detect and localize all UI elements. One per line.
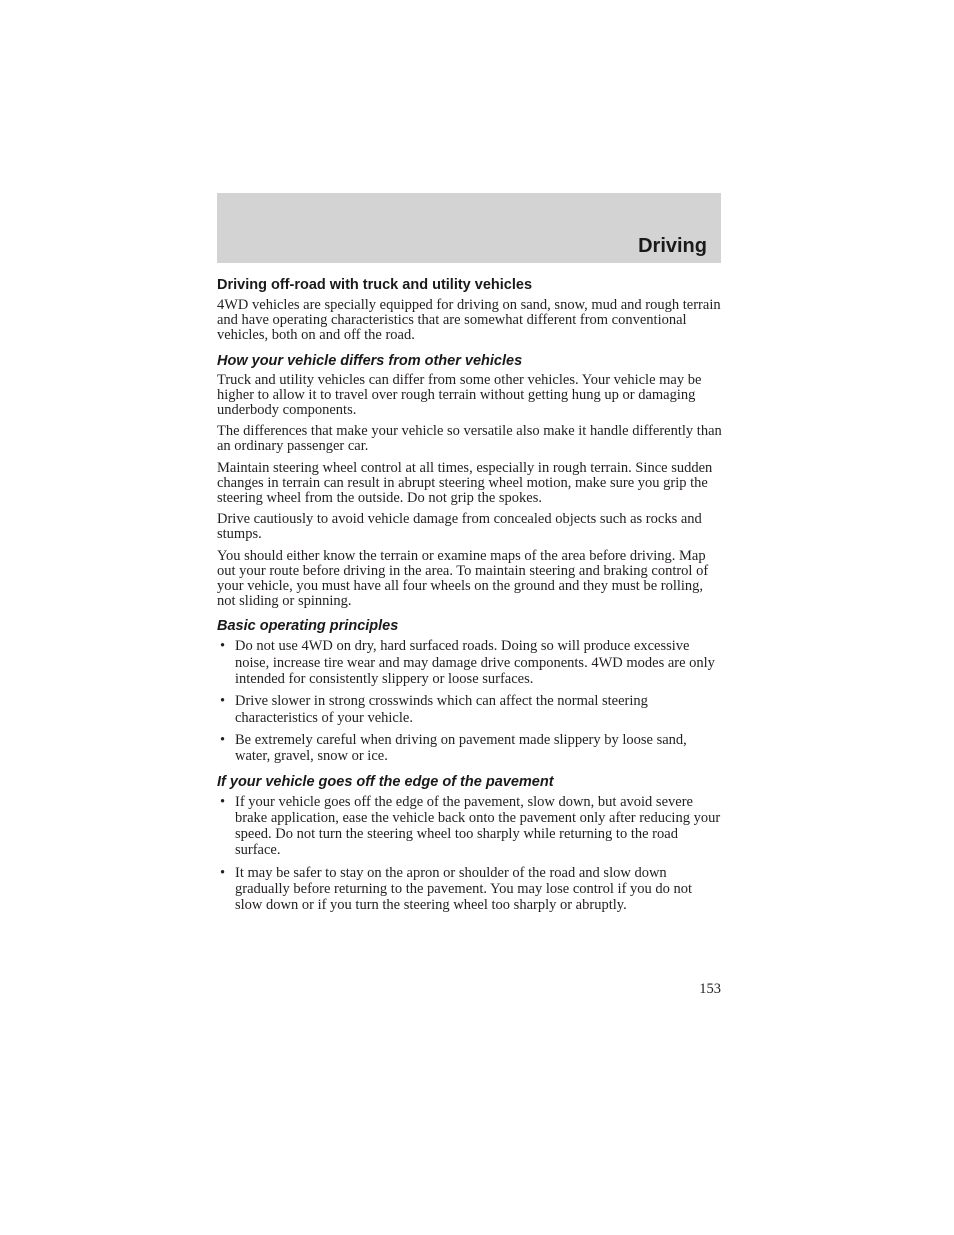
list-item-text: Drive slower in strong crosswinds which can affect the normal steering characteristics of your vehicle. — [235, 693, 648, 726]
list-item — [217, 693, 723, 726]
paragraph: You should either know the terrain or examine maps of the area before driving. Map out your route before driving in the area. To maintain steering and braking control of your vehicle, you must have all four wheels on the ground and they must be rolling, not sliding or spinning. — [217, 547, 709, 610]
paragraph: Drive cautiously to avoid vehicle damage from concealed objects such as rocks and stumps. — [217, 511, 702, 543]
paragraph: The differences that make your vehicle so versatile also make it handle differently than an ordinary passenger car. — [217, 423, 722, 455]
bullet-icon: • — [220, 864, 226, 881]
paragraph: Truck and utility vehicles can differ from some other vehicles. Your vehicle may be higher to allow it to travel over rough terrain without getting hung up or damaging underbody components. — [217, 371, 702, 419]
subheading-vehicle-differences: How your vehicle differs from other vehicles — [217, 352, 523, 369]
bullet-list-operating-principles — [217, 638, 723, 764]
page-content — [217, 276, 723, 922]
list-item-text: It may be safer to stay on the apron or shoulder of the road and slow down gradually before returning to the pavement. You may lose control if you do not slow down or if you turn the steering wheel too sharply or abruptly. — [235, 864, 693, 914]
paragraph: Maintain steering wheel control at all times, especially in rough terrain. Since sudden changes in terrain can result in abrupt steering wheel motion, make sure you grip the steering wheel from the outside. Do not grip the spokes. — [217, 459, 713, 507]
subheading-basic-operating-principles: Basic operating principles — [217, 618, 399, 635]
bullet-icon: • — [220, 731, 226, 748]
list-item-text: If your vehicle goes off the edge of the pavement, slow down, but avoid severe brake application, ease the vehicle back onto the pavement only after reducing your speed. Do not turn the steering wheel too sharply while returning to the road surface. — [235, 793, 721, 859]
list-item-text: Be extremely careful when driving on pavement made slippery by loose sand, water, gravel, snow or ice. — [235, 731, 687, 765]
bullet-icon: • — [220, 793, 226, 810]
chapter-header-band — [217, 193, 721, 263]
bullet-icon: • — [220, 693, 226, 710]
bullet-list-off-pavement — [217, 794, 723, 914]
list-item — [217, 732, 723, 765]
list-item — [217, 638, 723, 687]
subheading-off-pavement-edge: If your vehicle goes off the edge of the pavement — [217, 773, 554, 790]
section-heading-off-road: Driving off-road with truck and utility vehicles — [217, 277, 533, 293]
page-number: 153 — [699, 981, 721, 997]
list-item — [217, 794, 723, 859]
paragraph: 4WD vehicles are specially equipped for driving on sand, snow, mud and rough terrain and have operating characteristics that are somewhat different from conventional vehicles, both on and off the road. — [217, 297, 721, 344]
list-item-text: Do not use 4WD on dry, hard surfaced roads. Doing so will produce excessive noise, increase tire wear and may damage drive components. 4WD modes are only intended for consistently slippery or loose surfaces. — [235, 638, 715, 688]
chapter-title: Driving — [638, 235, 707, 257]
list-item — [217, 865, 723, 914]
bullet-icon: • — [220, 638, 226, 655]
